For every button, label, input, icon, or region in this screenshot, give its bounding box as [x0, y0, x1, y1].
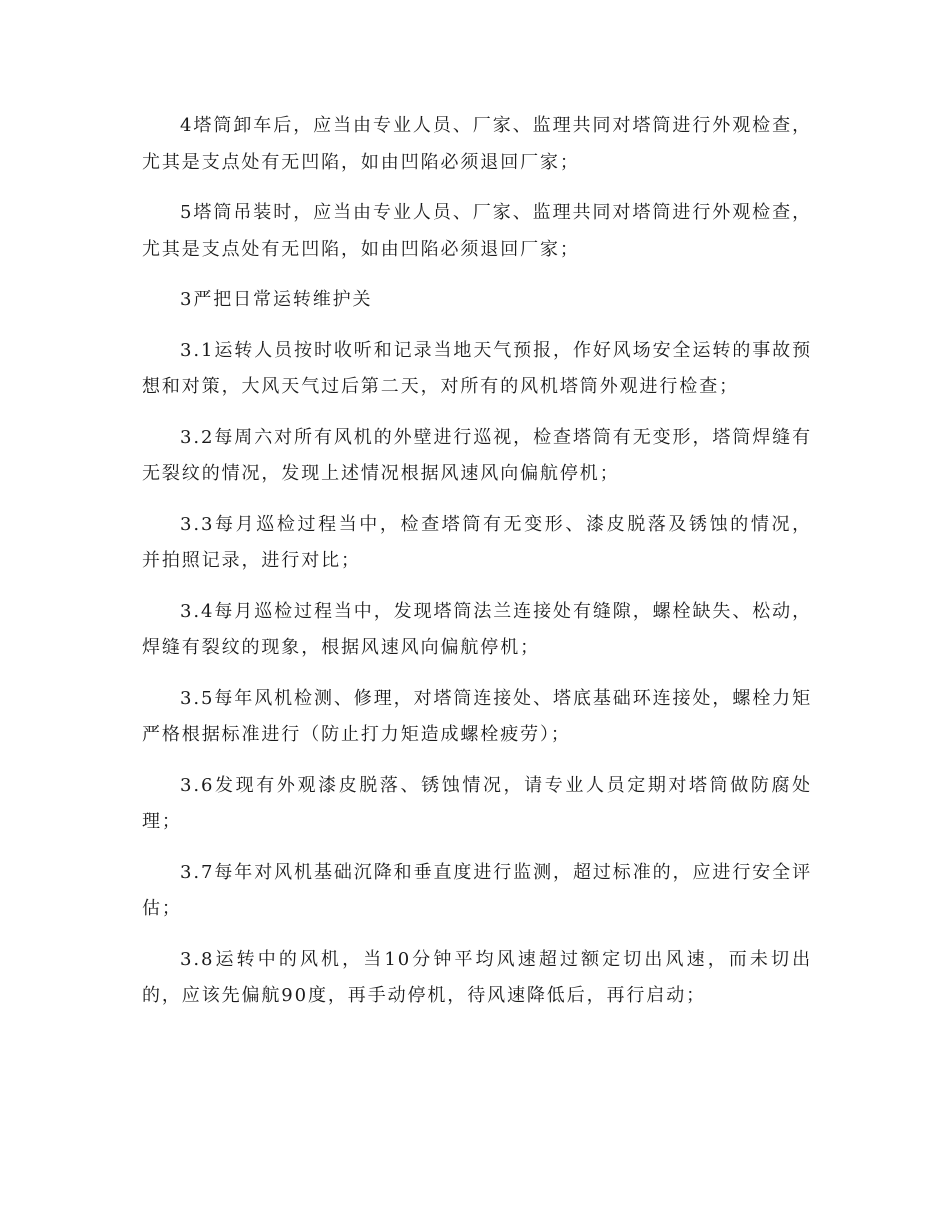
paragraph-3-1: 3.1运转人员按时收听和记录当地天气预报，作好风场安全运转的事故预想和对策，大风天气过后第二天，对所有的风机塔筒外观进行检查； [142, 339, 812, 397]
paragraph-4-unloading: 4塔筒卸车后，应当由专业人员、厂家、监理共同对塔筒进行外观检查，尤其是支点处有无凹陷，如由凹陷必须退回厂家； [142, 115, 812, 173]
paragraph-3-6: 3.6发现有外观漆皮脱落、锈蚀情况，请专业人员定期对塔筒做防腐处理； [142, 774, 812, 832]
document-body [142, 108, 812, 1029]
section-heading-3: 3严把日常运转维护关 [180, 289, 373, 310]
paragraph-3-4: 3.4每月巡检过程当中，发现塔筒法兰连接处有缝隙，螺栓缺失、松动，焊缝有裂纹的现象，根据风速风向偏航停机； [142, 600, 812, 658]
paragraph-3-8: 3.8运转中的风机，当10分钟平均风速超过额定切出风速，而未切出的，应该先偏航90度，再手动停机，待风速降低后，再行启动； [142, 948, 812, 1006]
paragraph-5-hoisting: 5塔筒吊装时，应当由专业人员、厂家、监理共同对塔筒进行外观检查，尤其是支点处有无凹陷，如由凹陷必须退回厂家； [142, 202, 812, 260]
paragraph-3-7: 3.7每年对风机基础沉降和垂直度进行监测，超过标准的，应进行安全评估； [142, 861, 812, 919]
paragraph-3-2: 3.2每周六对所有风机的外壁进行巡视，检查塔筒有无变形，塔筒焊缝有无裂纹的情况，发现上述情况根据风速风向偏航停机； [142, 426, 812, 484]
paragraph-3-5: 3.5每年风机检测、修理，对塔筒连接处、塔底基础环连接处，螺栓力矩严格根据标准进行（防止打力矩造成螺栓疲劳）； [142, 687, 812, 745]
paragraph-3-3: 3.3每月巡检过程当中，检查塔筒有无变形、漆皮脱落及锈蚀的情况， 并拍照记录，进行对比； [142, 513, 812, 571]
